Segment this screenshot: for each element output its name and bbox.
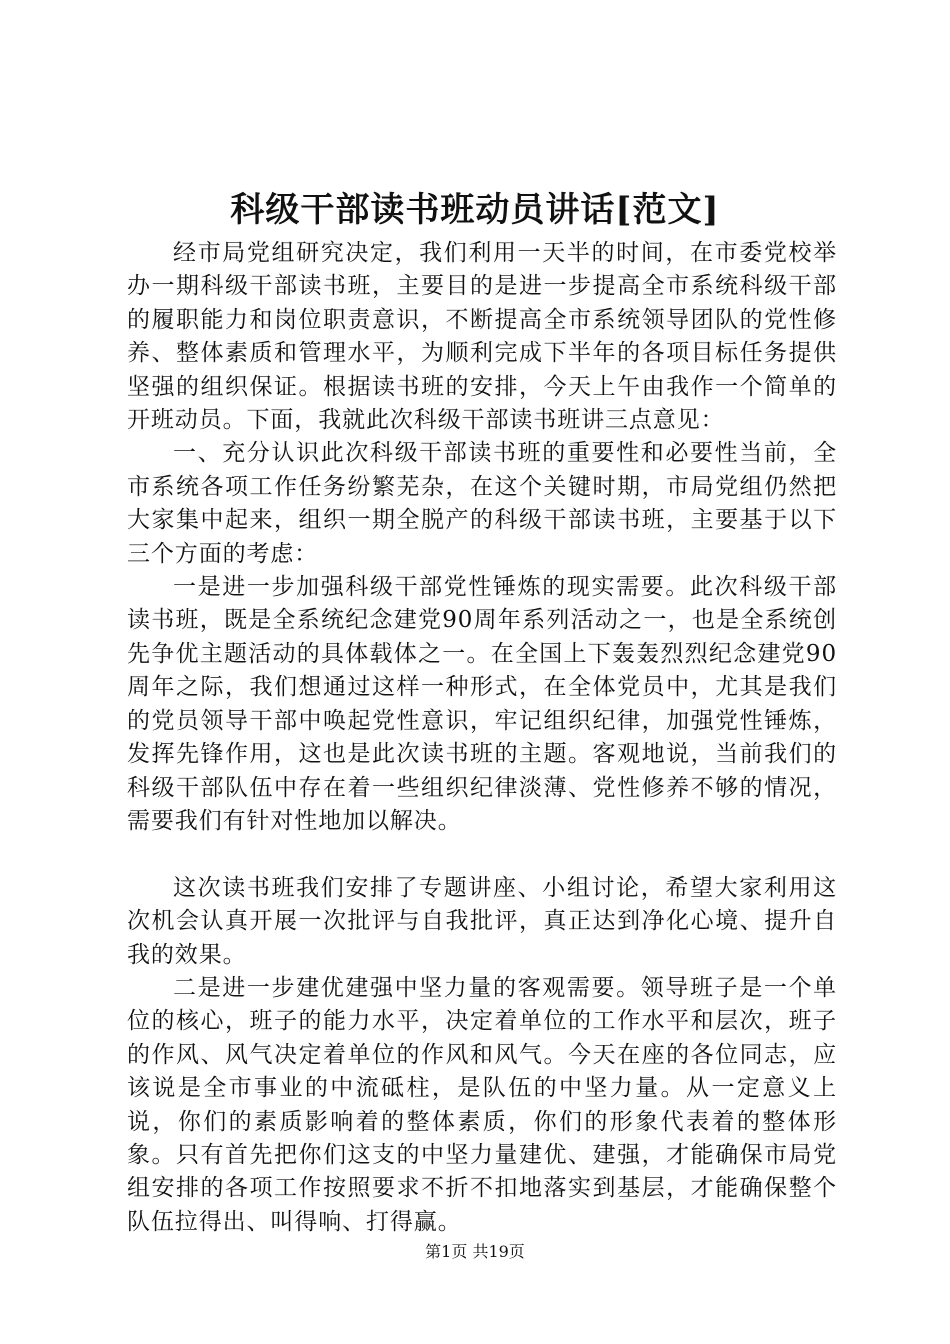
document-body: [127, 237, 837, 1239]
paragraph-intro: 经市局党组研究决定，我们利用一天半的时间，在市委党校举办一期科级干部读书班，主要目的是进一步提高全市系统科级干部的履职能力和岗位职责意识，不断提高全市系统领导团队的党性修养、整体素质和管理水平，为顺利完成下半年的各项目标任务提供坚强的组织保证。根据读书班的安排，今天上午由我作一个简单的开班动员。下面，我就此次科级干部读书班讲三点意见：: [127, 240, 837, 434]
paragraph-point-two: 二是进一步建优建强中坚力量的客观需要。领导班子是一个单位的核心，班子的能力水平，决定着单位的工作水平和层次，班子的作风、风气决定着单位的作风和风气。今天在座的各位同志，应该说是全市事业的中流砥柱，是队伍的中坚力量。从一定意义上说，你们的素质影响着的整体素质，你们的形象代表着的整体形象。只有首先把你们这支的中坚力量建优、建强，才能确保市局党组安排的各项工作按照要求不折不扣地落实到基层，才能确保整个队伍拉得出、叫得响、打得赢。: [127, 974, 837, 1235]
page-number-footer: 第1页 共19页: [425, 1242, 525, 1261]
paragraph-spacer: [127, 838, 837, 871]
paragraph-section-one: 一、充分认识此次科级干部读书班的重要性和必要性当前，全市系统各项工作任务纷繁芜杂，在这个关键时期，市局党组仍然把大家集中起来，组织一期全脱产的科级干部读书班，主要基于以下三个方面的考虑：: [127, 440, 837, 567]
paragraph-reading-class: 这次读书班我们安排了专题讲座、小组讨论，希望大家利用这次机会认真开展一次批评与自我批评，真正达到净化心境、提升自我的效果。: [127, 874, 837, 968]
document-title: 科级干部读书班动员讲话[范文]: [230, 190, 720, 230]
paragraph-point-one: 一是进一步加强科级干部党性锤炼的现实需要。此次科级干部读书班，既是全系统纪念建党90周年系列活动之一，也是全系统创先争优主题活动的具体载体之一。在全国上下轰轰烈烈纪念建党90周年之际，我们想通过这样一种形式，在全体党员中，尤其是我们的党员领导干部中唤起党性意识，牢记组织纪律，加强党性锤炼，发挥先锋作用，这也是此次读书班的主题。客观地说，当前我们的科级干部队伍中存在着一些组织纪律淡薄、党性修养不够的情况，需要我们有针对性地加以解决。: [127, 574, 837, 834]
